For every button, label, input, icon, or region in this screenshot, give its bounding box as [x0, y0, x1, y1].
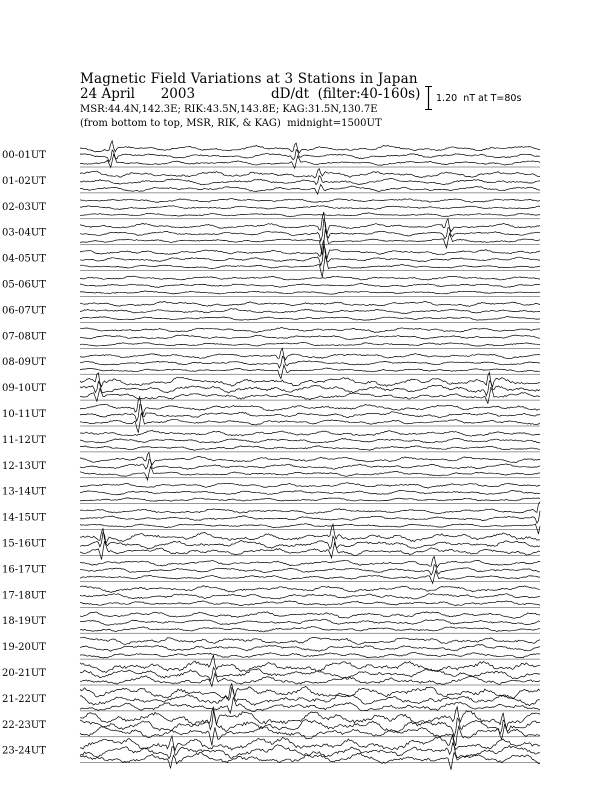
- row-label-22-23UT: 22-23UT: [2, 719, 46, 731]
- trace-18-19UT-MSR: [80, 627, 540, 632]
- trace-13-14UT-RIK: [80, 490, 540, 495]
- row-label-21-22UT: 21-22UT: [2, 693, 46, 705]
- trace-16-17UT-KAG: [80, 556, 540, 567]
- row-label-17-18UT: 17-18UT: [2, 590, 46, 602]
- trace-09-10UT-RIK: [80, 381, 540, 396]
- row-label-23-24UT: 23-24UT: [2, 745, 46, 757]
- trace-11-12UT-KAG: [80, 430, 540, 436]
- trace-02-03UT-RIK: [80, 206, 540, 210]
- row-label-02-03UT: 02-03UT: [2, 201, 46, 213]
- trace-09-10UT-MSR: [80, 388, 540, 404]
- row-label-13-14UT: 13-14UT: [2, 486, 46, 498]
- trace-09-10UT-KAG: [80, 372, 540, 387]
- row-label-03-04UT: 03-04UT: [2, 227, 46, 239]
- row-label-11-12UT: 11-12UT: [2, 434, 46, 446]
- trace-11-12UT-RIK: [80, 438, 540, 443]
- row-label-09-10UT: 09-10UT: [2, 383, 46, 395]
- row-label-05-06UT: 05-06UT: [2, 279, 46, 291]
- row-label-16-17UT: 16-17UT: [2, 564, 46, 576]
- trace-12-13UT-RIK: [80, 459, 540, 469]
- trace-07-08UT-RIK: [80, 335, 540, 340]
- trace-05-06UT-RIK: [80, 284, 540, 288]
- trace-02-03UT-MSR: [80, 213, 540, 217]
- trace-13-14UT-KAG: [80, 483, 540, 489]
- row-label-10-11UT: 10-11UT: [2, 409, 46, 420]
- trace-00-01UT-KAG: [80, 141, 540, 153]
- row-label-19-20UT: 19-20UT: [2, 642, 46, 654]
- trace-05-06UT-MSR: [80, 291, 540, 294]
- trace-18-19UT-RIK: [80, 619, 540, 625]
- trace-11-12UT-MSR: [80, 446, 540, 451]
- trace-08-09UT-KAG: [80, 348, 540, 360]
- row-label-14-15UT: 14-15UT: [2, 512, 46, 524]
- row-label-06-07UT: 06-07UT: [2, 305, 46, 317]
- trace-05-06UT-KAG: [80, 276, 540, 280]
- trace-01-02UT-MSR: [80, 184, 540, 194]
- row-label-04-05UT: 04-05UT: [2, 253, 46, 265]
- trace-17-18UT-KAG: [80, 586, 540, 593]
- trace-22-23UT-MSR: [80, 724, 540, 746]
- trace-07-08UT-MSR: [80, 343, 540, 347]
- trace-19-20UT-KAG: [80, 637, 540, 644]
- trace-20-21UT-KAG: [80, 655, 540, 672]
- trace-07-08UT-KAG: [80, 328, 540, 333]
- trace-08-09UT-MSR: [80, 365, 540, 379]
- chart-data-type: dD/dt (filter:40-160s): [271, 86, 421, 102]
- row-label-00-01UT: 00-01UT: [2, 150, 46, 161]
- trace-14-15UT-MSR: [80, 524, 540, 534]
- trace-17-18UT-MSR: [80, 601, 540, 606]
- trace-19-20UT-RIK: [80, 645, 540, 652]
- station-coordinates: MSR:44.4N,142.3E; RIK:43.5N,143.8E; KAG:31.5N,130.7E: [80, 104, 378, 115]
- row-label-07-08UT: 07-08UT: [2, 331, 46, 343]
- row-label-01-02UT: 01-02UT: [2, 175, 46, 187]
- trace-02-03UT-KAG: [80, 199, 540, 203]
- trace-16-17UT-RIK: [80, 565, 540, 575]
- trace-14-15UT-RIK: [80, 511, 540, 523]
- trace-06-07UT-MSR: [80, 317, 540, 321]
- trace-03-04UT-RIK: [80, 220, 540, 242]
- trace-15-16UT-MSR: [80, 541, 540, 559]
- trace-23-24UT-RIK: [80, 743, 540, 759]
- trace-03-04UT-KAG: [80, 212, 540, 234]
- row-label-18-19UT: 18-19UT: [2, 616, 46, 628]
- trace-12-13UT-KAG: [80, 453, 540, 465]
- row-label-12-13UT: 12-13UT: [2, 460, 46, 472]
- trace-21-22UT-KAG: [80, 684, 540, 699]
- trace-18-19UT-KAG: [80, 612, 540, 619]
- trace-15-16UT-RIK: [80, 532, 540, 549]
- trace-20-21UT-RIK: [80, 668, 540, 681]
- row-label-08-09UT: 08-09UT: [2, 357, 46, 369]
- trace-17-18UT-RIK: [80, 594, 540, 599]
- trace-15-16UT-KAG: [80, 524, 540, 543]
- station-order-note: (from bottom to top, MSR, RIK, & KAG) midnight=1500UT: [80, 118, 382, 129]
- row-label-15-16UT: 15-16UT: [2, 538, 46, 550]
- trace-00-01UT-RIK: [80, 150, 540, 162]
- trace-04-05UT-RIK: [80, 247, 540, 266]
- trace-10-11UT-RIK: [80, 404, 540, 421]
- trace-06-07UT-RIK: [80, 309, 540, 314]
- trace-19-20UT-MSR: [80, 652, 540, 658]
- scale-label: 1.20 nT at T=80s: [436, 93, 522, 104]
- trace-06-07UT-KAG: [80, 301, 540, 306]
- chart-date: 24 April 2003: [80, 86, 196, 102]
- chart-title: Magnetic Field Variations at 3 Stations in Japan: [80, 71, 418, 87]
- trace-22-23UT-KAG: [80, 707, 540, 729]
- trace-13-14UT-MSR: [80, 498, 540, 501]
- trace-08-09UT-RIK: [80, 356, 540, 368]
- row-label-20-21UT: 20-21UT: [2, 668, 46, 679]
- trace-10-11UT-MSR: [80, 413, 540, 433]
- trace-01-02UT-KAG: [80, 169, 540, 178]
- trace-04-05UT-KAG: [80, 240, 540, 259]
